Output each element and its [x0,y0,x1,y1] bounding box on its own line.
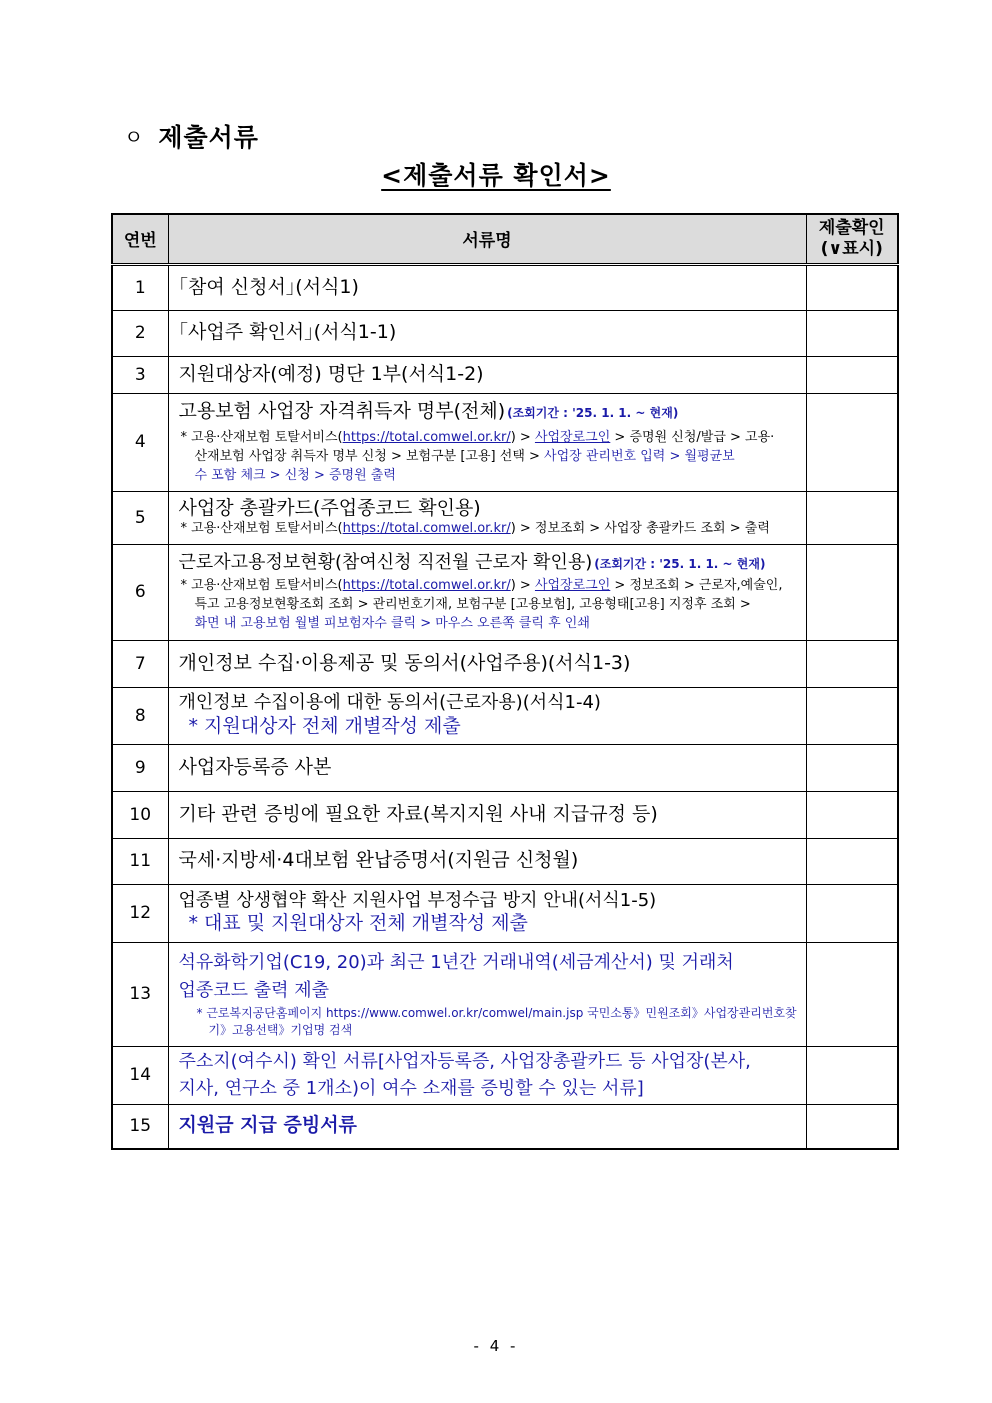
row-doc-name: 근로자고용정보현황(참여신청 직전월 근로자 확인용) [178,552,593,574]
row-doc-name: ｢사업주 확인서｣(서식1-1) [168,310,806,356]
header-check-line1: 제출확인 [818,218,885,239]
row-doc-name: 개인정보 수집이용에 대한 동의서(근로자용)(서식1-4) [178,692,601,714]
note-line: 수 포함 체크 > 신청 > 증명원 출력 [194,467,396,483]
inquiry-period: (조회기간 : '25. 1. 1. ~ 현재) [507,406,679,421]
row-number: 6 [112,544,168,640]
row-check-cell[interactable] [806,744,898,791]
row-doc-cell [168,884,806,942]
row-number: 1 [112,264,168,310]
table-row [112,942,898,1046]
row-check-cell[interactable] [806,491,898,544]
row-doc-name: 고용보험 사업장 자격취득자 명부(전체) [178,400,506,423]
row-number: 5 [112,491,168,544]
row-doc-name-line: 지사, 연구소 중 1개소)이 여수 소재를 증빙할 수 있는 서류] [178,1078,644,1099]
section-bullet: ㅇ [124,125,145,149]
row-doc-name: 사업장 총괄카드(주업종코드 확인용) [178,496,481,519]
header-check [806,214,898,264]
note-url-link[interactable]: https://total.comwel.or.kr/ [342,521,511,537]
row-number: 8 [112,687,168,744]
row-number: 14 [112,1046,168,1104]
row-doc-cell [168,491,806,544]
table-row [112,687,898,744]
note-text: ) > 정보조회 > 사업장 총괄카드 조회 > 출력 [510,521,770,537]
row-check-cell[interactable] [806,264,898,310]
note-text: 산재보험 사업장 취득자 명부 신청 > 보험구분 [고용] 선택 > [194,448,545,464]
row-check-cell[interactable] [806,640,898,687]
page-number: - 4 - [473,1337,519,1355]
row-doc-name-line: 석유화학기업(C19, 20)과 최근 1년간 거래내역(세금계산서) 및 거래처 [178,951,734,973]
row-number: 9 [112,744,168,791]
note-text: * 고용·산재보험 토탈서비스( [180,430,343,446]
row-number: 7 [112,640,168,687]
note-login-link[interactable]: 사업장로그인 [534,578,611,594]
row-doc-name: ｢참여 신청서｣(서식1) [168,264,806,310]
table-row [112,838,898,884]
row-check-cell[interactable] [806,1104,898,1149]
section-heading [124,118,259,154]
row-check-cell[interactable] [806,884,898,942]
row-doc-cell [168,393,806,491]
note-text: 사업장 관리번호 입력 > 월평균보 [544,448,735,464]
row-number: 2 [112,310,168,356]
row-check-cell[interactable] [806,1046,898,1104]
note-text: * 고용·산재보험 토탈서비스( [180,521,343,537]
row-number: 15 [112,1104,168,1149]
row-note [179,520,798,539]
row-check-cell[interactable] [806,687,898,744]
inquiry-period: (조회기간 : '25. 1. 1. ~ 현재) [594,557,766,572]
documents-table [111,213,899,1150]
row-doc-name-line: 주소지(여수시) 확인 서류[사업자등록증, 사업장총괄카드 등 사업장(본사, [178,1051,751,1072]
row-doc-name-line: 업종코드 출력 제출 [178,979,330,1001]
row-check-cell[interactable] [806,356,898,393]
row-check-cell[interactable] [806,310,898,356]
table-row [112,1046,898,1104]
note-line [181,448,798,467]
note-line: 화면 내 고용보험 월별 피보험자수 클릭 > 마우스 오른쪽 클릭 후 인쇄 [194,615,590,631]
row-check-cell[interactable] [806,942,898,1046]
row-doc-name: 국세·지방세·4대보험 완납증명서(지원금 신청월) [168,838,806,884]
table-row [112,356,898,393]
note-text: * 고용·산재보험 토탈서비스( [180,578,343,594]
section-title: 제출서류 [158,123,259,152]
note-line: 특고 고용정보현황조회 조회 > 관리번호기재, 보험구분 [고용보험], 고용형태[고용] 지정후 조회 > [194,596,751,612]
header-name: 서류명 [168,214,806,264]
row-doc-name: 사업자등록증 사본 [168,744,806,791]
row-doc-cell [168,687,806,744]
row-number: 3 [112,356,168,393]
row-number: 4 [112,393,168,491]
row-doc-name: 업종별 상생협약 확산 지원사업 부정수급 방지 안내(서식1-5) [178,889,657,911]
header-no: 연번 [112,214,168,264]
row-number: 10 [112,791,168,838]
row-number: 13 [112,942,168,1046]
document-title-text: <제출서류 확인서> [381,161,611,190]
note-text: > 정보조회 > 근로자,예술인, [610,578,783,594]
document-title [0,156,992,192]
row-number: 12 [112,884,168,942]
row-doc-name: 지원대상자(예정) 명단 1부(서식1-2) [168,356,806,393]
note-text: ) > [510,430,535,446]
row-doc-name: 기타 관련 증빙에 필요한 자료(복지지원 사내 지급규정 등) [168,791,806,838]
table-row [112,744,898,791]
note-text: > 증명원 신청/발급 > 고용· [610,430,775,446]
row-doc-name: 지원금 지급 증빙서류 [168,1104,806,1149]
row-number: 11 [112,838,168,884]
note-login-link[interactable]: 사업장로그인 [534,430,611,446]
header-check-line2: (∨표시) [820,238,883,259]
row-doc-name: 개인정보 수집·이용제공 및 동의서(사업주용)(서식1-3) [168,640,806,687]
table-row [112,491,898,544]
table-header-row [112,214,898,264]
row-note: * 지원대상자 전체 개별작성 제출 [188,714,461,737]
row-check-cell[interactable] [806,838,898,884]
note-url-link[interactable]: https://total.comwel.or.kr/ [342,578,511,594]
note-text: ) > [510,578,535,594]
row-note-line: * 근로복지공단홈페이지 https://www.comwel.or.kr/comwel/main.jsp 국민소통》민원조회》사업장관리번호찾 [196,1005,797,1020]
row-check-cell[interactable] [806,791,898,838]
table-row [112,393,898,491]
table-row [112,791,898,838]
table-row [112,1104,898,1149]
table-row [112,310,898,356]
note-url-link[interactable]: https://total.comwel.or.kr/ [342,430,511,446]
row-check-cell[interactable] [806,544,898,640]
table-row [112,544,898,640]
row-note [179,429,798,486]
row-check-cell[interactable] [806,393,898,491]
row-doc-cell [168,544,806,640]
row-doc-cell [168,942,806,1046]
row-note [179,577,798,634]
table-row [112,640,898,687]
table-row [112,264,898,310]
row-note-line: 기》고용선택》기업명 검색 [208,1022,353,1037]
row-note: * 대표 및 지원대상자 전체 개별작성 제출 [188,912,528,935]
row-doc-cell [168,1046,806,1104]
table-row [112,884,898,942]
